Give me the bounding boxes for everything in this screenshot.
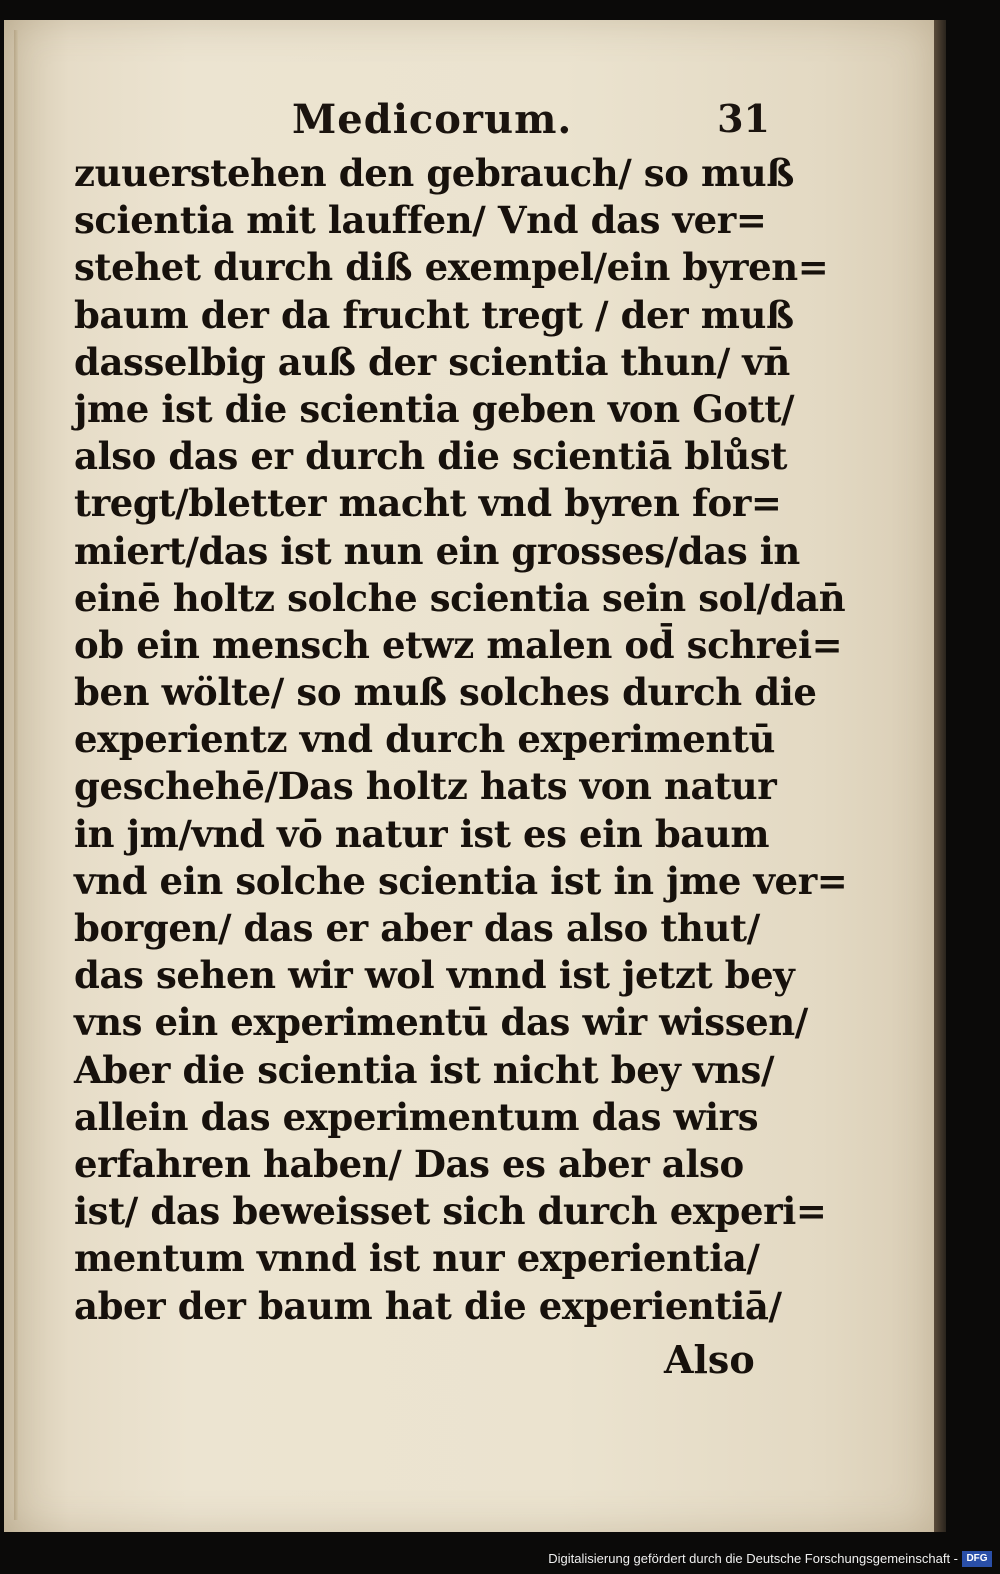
text-line: jme ist die scientia geben von Gott/ xyxy=(74,386,795,431)
text-line: baum der da frucht tregt / der muß xyxy=(74,292,794,337)
page-number: 31 xyxy=(717,96,770,141)
gutter-shadow xyxy=(14,30,18,1520)
text-line: allein das experimentum das wirs xyxy=(74,1094,759,1139)
dfg-logo: DFG xyxy=(962,1551,992,1567)
text-line: ist/ das beweisset sich durch experi= xyxy=(74,1189,827,1234)
running-head xyxy=(70,96,770,144)
text-line: Aber die scientia ist nicht bey vns/ xyxy=(74,1047,775,1092)
text-line: erfahren haben/ Das es aber also xyxy=(74,1141,744,1186)
text-line: geschehē/Das holtz hats von natur xyxy=(74,764,777,809)
text-line: dasselbig auß der scientia thun/ vn̄ xyxy=(74,339,790,384)
catchword: Also xyxy=(664,1337,755,1382)
page-edge xyxy=(934,20,946,1532)
text-line: ben wölte/ so muß solches durch die xyxy=(74,670,817,715)
text-line: borgen/ das er aber das also thut/ xyxy=(74,906,760,950)
text-line: das sehen wir wol vnnd ist jetzt bey xyxy=(74,953,795,998)
text-line: miert/das ist nun ein grosses/das in xyxy=(74,528,800,573)
text-line: tregt/bletter macht vnd byren for= xyxy=(74,481,782,526)
text-line: einē holtz solche scientia sein sol/dan̄ xyxy=(74,575,846,620)
text-line: scientia mit lauffen/ Vnd das ver= xyxy=(74,198,767,243)
text-line: also das er durch die scientiā blůst xyxy=(74,434,788,479)
body-text xyxy=(74,150,848,1330)
text-line: mentum vnnd ist nur experientia/ xyxy=(74,1236,760,1281)
funding-credit: Digitalisierung gefördert durch die Deutsche Forschungsgemeinschaft - xyxy=(548,1551,958,1566)
text-line: ob ein mensch etwz malen od̄ schrei= xyxy=(74,622,843,667)
text-line: aber der baum hat die experientiā/ xyxy=(74,1283,782,1328)
text-line: vns ein experimentū das wir wissen/ xyxy=(74,1000,808,1045)
digitization-footer xyxy=(0,1548,1000,1574)
text-line: zuuerstehen den gebrauch/ so muß xyxy=(74,151,794,195)
text-line: experientz vnd durch experimentū xyxy=(74,717,776,762)
text-line: in jm/vnd vō natur ist es ein baum xyxy=(74,811,770,856)
text-line: stehet durch diß exempel/ein byren= xyxy=(74,245,829,290)
text-line: vnd ein solche scientia ist in jme ver= xyxy=(74,858,848,903)
running-title: Medicorum. xyxy=(292,96,573,143)
